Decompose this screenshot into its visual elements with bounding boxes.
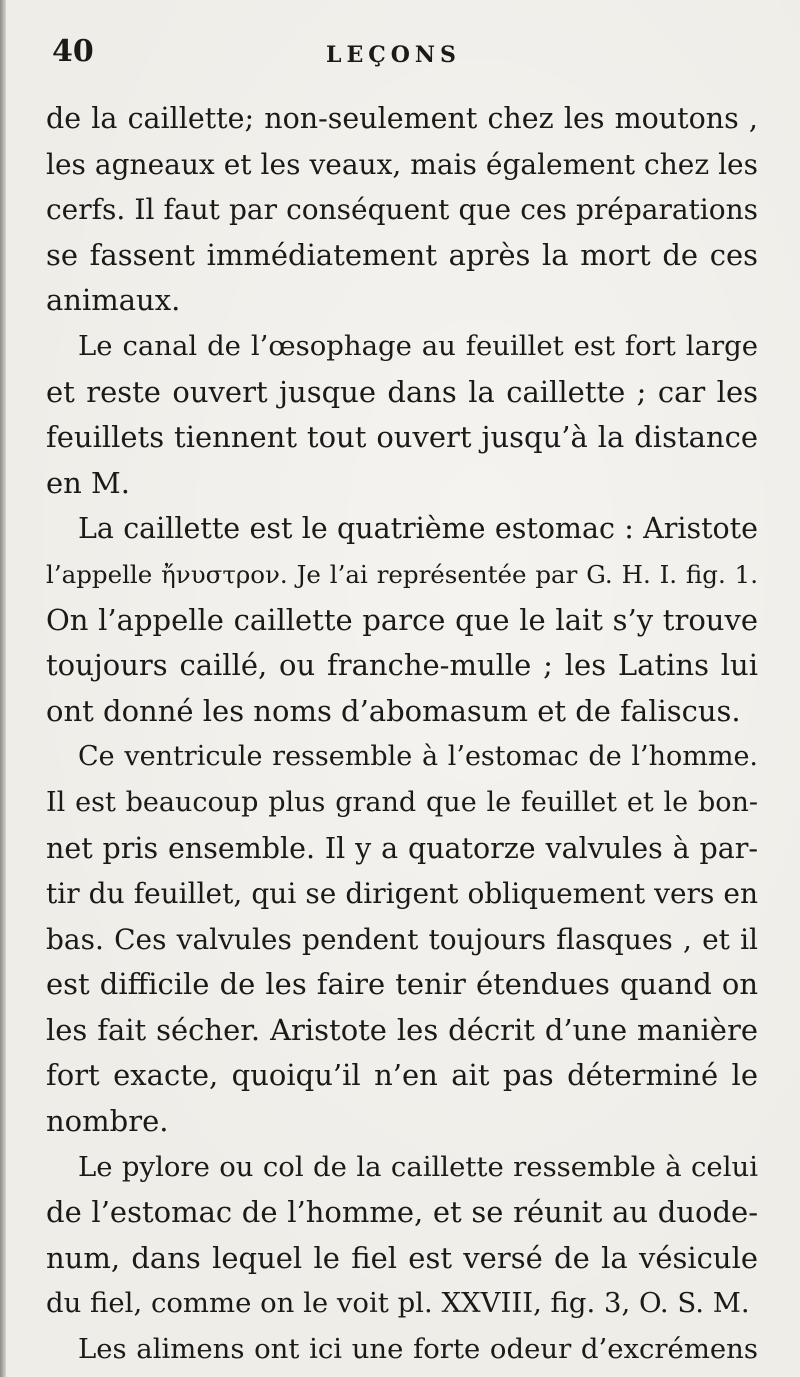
text-line: ont donné les noms d’abomasum et de faliscus. <box>46 693 741 728</box>
page-gutter-shadow <box>0 0 6 1377</box>
text-line: La caillette est le quatrième estomac : Aristote <box>78 512 758 546</box>
text-line: se fassent immédiatement après la mort de ces <box>46 237 758 272</box>
text-line: num, dans lequel le fiel est versé de la vésicule <box>46 1240 758 1275</box>
text-line: bas. Ces valvules pendent toujours flasques , et il <box>46 922 758 956</box>
text-line: en M. <box>46 465 130 500</box>
text-line: fort exacte, quoiqu’il n’en ait pas déterminé le <box>46 1058 758 1093</box>
text-line: les agneaux et les veaux, mais également chez les <box>46 147 758 181</box>
text-line: Il est beaucoup plus grand que le feuillet et le bon- <box>46 786 758 818</box>
body-text <box>46 96 758 1373</box>
text-line: Les alimens ont ici une forte odeur d’excrémens <box>78 1333 758 1366</box>
text-line: net pris ensemble. Il y a quatorze valvules à par- <box>46 831 758 865</box>
text-line: et reste ouvert jusque dans la caillette ; car les <box>46 374 758 409</box>
text-line: les fait sécher. Aristote les décrit d’une manière <box>46 1012 758 1047</box>
text-line: est difficile de les faire tenir étendues quand on <box>46 967 758 1002</box>
text-line: toujours caillé, ou franche-mulle ; les Latins lui <box>46 648 758 683</box>
text-line: tir du feuillet, qui se dirigent obliquement vers en <box>46 877 758 911</box>
text-line: nombre. <box>46 1104 169 1139</box>
text-line: Le pylore ou col de la caillette ressemble à celui <box>78 1150 758 1183</box>
text-line: Le canal de l’œsophage au feuillet est fort large <box>78 329 758 362</box>
text-line: feuillets tiennent tout ouvert jusqu’à la distance <box>46 420 758 455</box>
text-line: cerfs. Il faut par conséquent que ces préparations <box>46 193 758 227</box>
text-line: Ce ventricule ressemble à l’estomac de l’homme. <box>78 741 758 773</box>
text-line: de l’estomac de l’homme, et se réunit au duode- <box>46 1195 758 1230</box>
text-line: du fiel, comme on le voit pl. XXVIII, fig. 3, O. S. M. <box>46 1287 750 1320</box>
text-line: animaux. <box>46 283 181 318</box>
text-line: On l’appelle caillette parce que le lait s’y trouve <box>46 602 758 637</box>
text-line: l’appelle ἤνυστρον. Je l’ai représentée par G. H. I. fig. 1. <box>46 559 758 589</box>
page-number: 40 <box>52 34 94 69</box>
running-title: LEÇONS <box>326 42 461 68</box>
page-header <box>46 28 766 78</box>
text-line: de la caillette; non-seulement chez les moutons , <box>46 102 758 135</box>
